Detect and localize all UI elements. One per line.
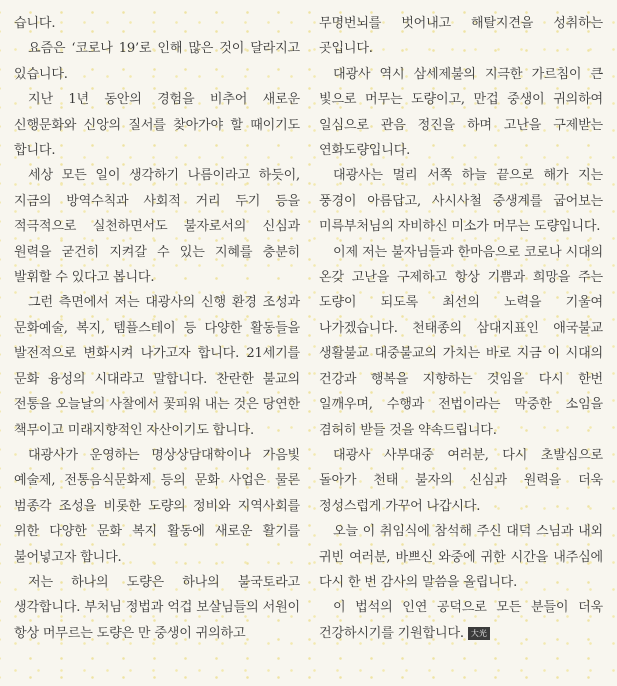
paragraph: 요즘은 ‘코로나 19’로 인해 많은 것이 달라지고 있습니다.	[14, 41, 300, 82]
paragraph: 대광사는 멀리 서쪽 하늘 끝으로 해가 지는 풍경이 아름답고, 사시사철 중생계를 굽어보는 미륵부처님의 자비하신 미소가 머무는 도량입니다.	[319, 168, 603, 235]
paragraph: 오늘 이 취임식에 참석해 주신 대덕 스님과 내외 귀빈 여러분, 바쁘신 와중에 귀한 시간을 내주심에 다시 한 번 감사의 말씀을 올립니다.	[319, 524, 603, 590]
paragraph: 무명번뇌를 벗어내고 해탈지견을 성취하는 곳입니다.	[319, 16, 603, 57]
paragraph: 대광사 사부대중 여러분, 다시 초발심으로 돌아가 천태 불자의 신심과 원력을 더욱 정성스럽게 가꾸어 나갑시다.	[319, 447, 603, 514]
paragraph: 대광사가 운영하는 명상상담대학이나 가음빛 예술제, 전통음식문화제 등의 문화 사업은 물론 범종각 조성을 비롯한 도량의 정비와 지역사회를 위한 다양한 문화 복지 활동에 새로운 활기를 불어넣고자 합니다.	[14, 447, 300, 565]
paragraph: 저는 하나의 도량은 하나의 불국토라고 생각합니다. 부처님 정법과 억겁 보살님들의 서원이 항상 머무르는 도량은 만 중생이 귀의하고	[14, 574, 300, 641]
closing-text: 이 법석의 인연 공덕으로 모든 분들이 더욱 건강하시기를 기원합니다.	[319, 600, 603, 641]
paragraph: 대광사 역시 삼세제불의 지극한 가르침이 큰 빛으로 머무는 도량이고, 만겁 중생이 귀의하여 일심으로 관음 정진을 하며 고난을 구제받는 연화도량입니다.	[319, 66, 603, 159]
end-mark-badge: 大光	[468, 627, 490, 640]
paragraph: 이제 저는 불자님들과 한마음으로 코로나 시대의 온갖 고난을 구제하고 항상 기쁨과 희망을 주는 도량이 되도록 최선의 노력을 기울여 나가겠습니다. 천태종의 삼대지표인 애국불교 생활불교 대중불교의 가치는 바로 지금 이 시대의 건강과 행복을 지향하는 것임을 다시 한번 일깨우며, 수행과 전법이라는 막중한 소임을 겸허히 받들 것을 약속드립니다.	[319, 244, 603, 438]
closing-paragraph	[319, 595, 603, 646]
paragraph: 세상 모든 일이 생각하기 나름이라고 하듯이, 지금의 방역수칙과 사회적 거리 두기 등을 적극적으로 실천하면서도 불자로서의 신심과 원력을 굳건히 지켜갈 수 있는 지혜를 충분히 발휘할 수 있다고 봅니다.	[14, 168, 300, 286]
paragraph: 지난 1년 동안의 경험을 비추어 새로운 신행문화와 신앙의 질서를 찾아가야 할 때이기도 합니다.	[14, 92, 300, 159]
right-column	[319, 11, 603, 646]
paragraph: 습니다.	[14, 16, 56, 31]
left-column	[14, 11, 300, 646]
paragraph: 그런 측면에서 저는 대광사의 신행 환경 조성과 문화예술, 복지, 템플스테이 등 다양한 활동들을 발전적으로 변화시켜 나가고자 합니다. 21세기를 문화 융성의 시대라고 말합니다. 찬란한 불교의 전통을 오늘날의 사찰에서 꽃피워 내는 것은 당연한 책무이고 미래지향적인 자산이기도 합니다.	[14, 295, 300, 438]
